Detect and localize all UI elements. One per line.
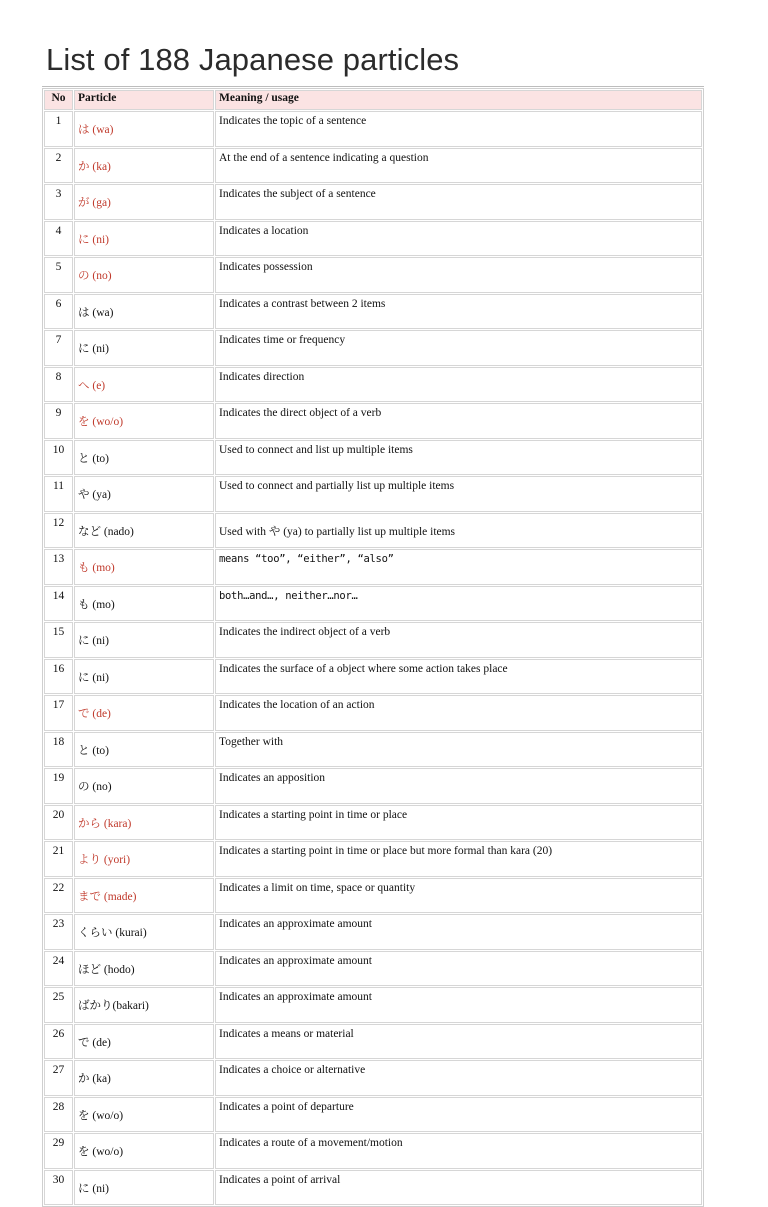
particle-cell: と (to)	[74, 440, 214, 476]
header-meaning: Meaning / usage	[215, 90, 702, 110]
meaning-cell: Indicates a starting point in time or place	[215, 805, 702, 841]
meaning-cell: means “too”, “either”, “also”	[215, 549, 702, 585]
table-row	[44, 586, 702, 622]
particle-cell: が (ga)	[74, 184, 214, 220]
particle-cell: へ (e)	[74, 367, 214, 403]
table-row	[44, 987, 702, 1023]
particle-cell: で (de)	[74, 1024, 214, 1060]
particles-table	[42, 88, 704, 1207]
meaning-cell: Indicates an approximate amount	[215, 987, 702, 1023]
particle-cell: まで (made)	[74, 878, 214, 914]
row-number: 11	[44, 476, 73, 512]
table-row	[44, 148, 702, 184]
particle-cell: に (ni)	[74, 659, 214, 695]
table-row	[44, 659, 702, 695]
table-row	[44, 184, 702, 220]
particle-cell: ばかり(bakari)	[74, 987, 214, 1023]
meaning-cell: Indicates direction	[215, 367, 702, 403]
row-number: 18	[44, 732, 73, 768]
title-divider	[42, 86, 704, 87]
row-number: 10	[44, 440, 73, 476]
table-row	[44, 221, 702, 257]
table-row	[44, 330, 702, 366]
row-number: 21	[44, 841, 73, 877]
row-number: 13	[44, 549, 73, 585]
row-number: 22	[44, 878, 73, 914]
meaning-cell: Indicates the indirect object of a verb	[215, 622, 702, 658]
meaning-cell: Indicates an approximate amount	[215, 914, 702, 950]
row-number: 19	[44, 768, 73, 804]
particle-cell: に (ni)	[74, 622, 214, 658]
row-number: 9	[44, 403, 73, 439]
table-row	[44, 1024, 702, 1060]
meaning-cell: both…and…, neither…nor…	[215, 586, 702, 622]
meaning-cell: Indicates an approximate amount	[215, 951, 702, 987]
particle-cell: から (kara)	[74, 805, 214, 841]
row-number: 3	[44, 184, 73, 220]
header-particle: Particle	[74, 90, 214, 110]
row-number: 29	[44, 1133, 73, 1169]
meaning-cell: Indicates a route of a movement/motion	[215, 1133, 702, 1169]
meaning-cell: Indicates a means or material	[215, 1024, 702, 1060]
header-row	[44, 90, 702, 110]
table-row	[44, 622, 702, 658]
table-row	[44, 841, 702, 877]
meaning-cell: Indicates an apposition	[215, 768, 702, 804]
particle-cell: は (wa)	[74, 294, 214, 330]
table-row	[44, 951, 702, 987]
meaning-cell: Indicates a starting point in time or place but more formal than kara (20)	[215, 841, 702, 877]
particle-cell: で (de)	[74, 695, 214, 731]
row-number: 27	[44, 1060, 73, 1096]
row-number: 26	[44, 1024, 73, 1060]
table-row	[44, 1133, 702, 1169]
meaning-cell: Used to connect and partially list up multiple items	[215, 476, 702, 512]
particle-cell: を (wo/o)	[74, 403, 214, 439]
table-body	[44, 111, 702, 1205]
meaning-cell: Indicates the subject of a sentence	[215, 184, 702, 220]
particle-cell: や (ya)	[74, 476, 214, 512]
row-number: 4	[44, 221, 73, 257]
particle-cell: も (mo)	[74, 586, 214, 622]
table-row	[44, 695, 702, 731]
particle-cell: くらい (kurai)	[74, 914, 214, 950]
row-number: 2	[44, 148, 73, 184]
particle-cell: は (wa)	[74, 111, 214, 147]
particle-cell: など (nado)	[74, 513, 214, 549]
meaning-cell: Indicates time or frequency	[215, 330, 702, 366]
table-row	[44, 805, 702, 841]
row-number: 8	[44, 367, 73, 403]
meaning-cell: Indicates a choice or alternative	[215, 1060, 702, 1096]
meaning-cell: Indicates a location	[215, 221, 702, 257]
row-number: 30	[44, 1170, 73, 1206]
table-row	[44, 1170, 702, 1206]
particle-cell: ほど (hodo)	[74, 951, 214, 987]
meaning-cell: Indicates a contrast between 2 items	[215, 294, 702, 330]
table-header	[44, 90, 702, 110]
table-row	[44, 878, 702, 914]
row-number: 7	[44, 330, 73, 366]
table-row	[44, 732, 702, 768]
particle-cell: を (wo/o)	[74, 1133, 214, 1169]
particle-cell: の (no)	[74, 768, 214, 804]
row-number: 1	[44, 111, 73, 147]
meaning-cell: Indicates the topic of a sentence	[215, 111, 702, 147]
particle-cell: も (mo)	[74, 549, 214, 585]
particle-cell: に (ni)	[74, 330, 214, 366]
row-number: 25	[44, 987, 73, 1023]
particle-cell: か (ka)	[74, 148, 214, 184]
table-row	[44, 294, 702, 330]
meaning-cell: Indicates the direct object of a verb	[215, 403, 702, 439]
meaning-cell: Indicates a limit on time, space or quantity	[215, 878, 702, 914]
row-number: 15	[44, 622, 73, 658]
row-number: 5	[44, 257, 73, 293]
particle-cell: か (ka)	[74, 1060, 214, 1096]
meaning-cell: Indicates the location of an action	[215, 695, 702, 731]
row-number: 6	[44, 294, 73, 330]
table-row	[44, 367, 702, 403]
meaning-cell: Indicates a point of arrival	[215, 1170, 702, 1206]
table-row	[44, 1060, 702, 1096]
table-row	[44, 1097, 702, 1133]
table-row	[44, 440, 702, 476]
particle-cell: より (yori)	[74, 841, 214, 877]
row-number: 28	[44, 1097, 73, 1133]
table-row	[44, 403, 702, 439]
row-number: 24	[44, 951, 73, 987]
row-number: 17	[44, 695, 73, 731]
header-no: No	[44, 90, 73, 110]
meaning-cell: Indicates possession	[215, 257, 702, 293]
table-row	[44, 768, 702, 804]
meaning-cell: Used with や (ya) to partially list up multiple items	[215, 513, 702, 549]
meaning-cell: Together with	[215, 732, 702, 768]
row-number: 12	[44, 513, 73, 549]
table-row	[44, 549, 702, 585]
row-number: 14	[44, 586, 73, 622]
row-number: 20	[44, 805, 73, 841]
meaning-cell: Indicates a point of departure	[215, 1097, 702, 1133]
meaning-cell: At the end of a sentence indicating a question	[215, 148, 702, 184]
table-row	[44, 476, 702, 512]
meaning-cell: Indicates the surface of a object where some action takes place	[215, 659, 702, 695]
particle-cell: に (ni)	[74, 221, 214, 257]
particle-cell: に (ni)	[74, 1170, 214, 1206]
table-row	[44, 257, 702, 293]
row-number: 23	[44, 914, 73, 950]
particle-cell: と (to)	[74, 732, 214, 768]
table-row	[44, 513, 702, 549]
particle-cell: を (wo/o)	[74, 1097, 214, 1133]
table-row	[44, 914, 702, 950]
page-title: List of 188 Japanese particles	[46, 42, 460, 77]
table-row	[44, 111, 702, 147]
meaning-cell: Used to connect and list up multiple items	[215, 440, 702, 476]
row-number: 16	[44, 659, 73, 695]
particle-cell: の (no)	[74, 257, 214, 293]
